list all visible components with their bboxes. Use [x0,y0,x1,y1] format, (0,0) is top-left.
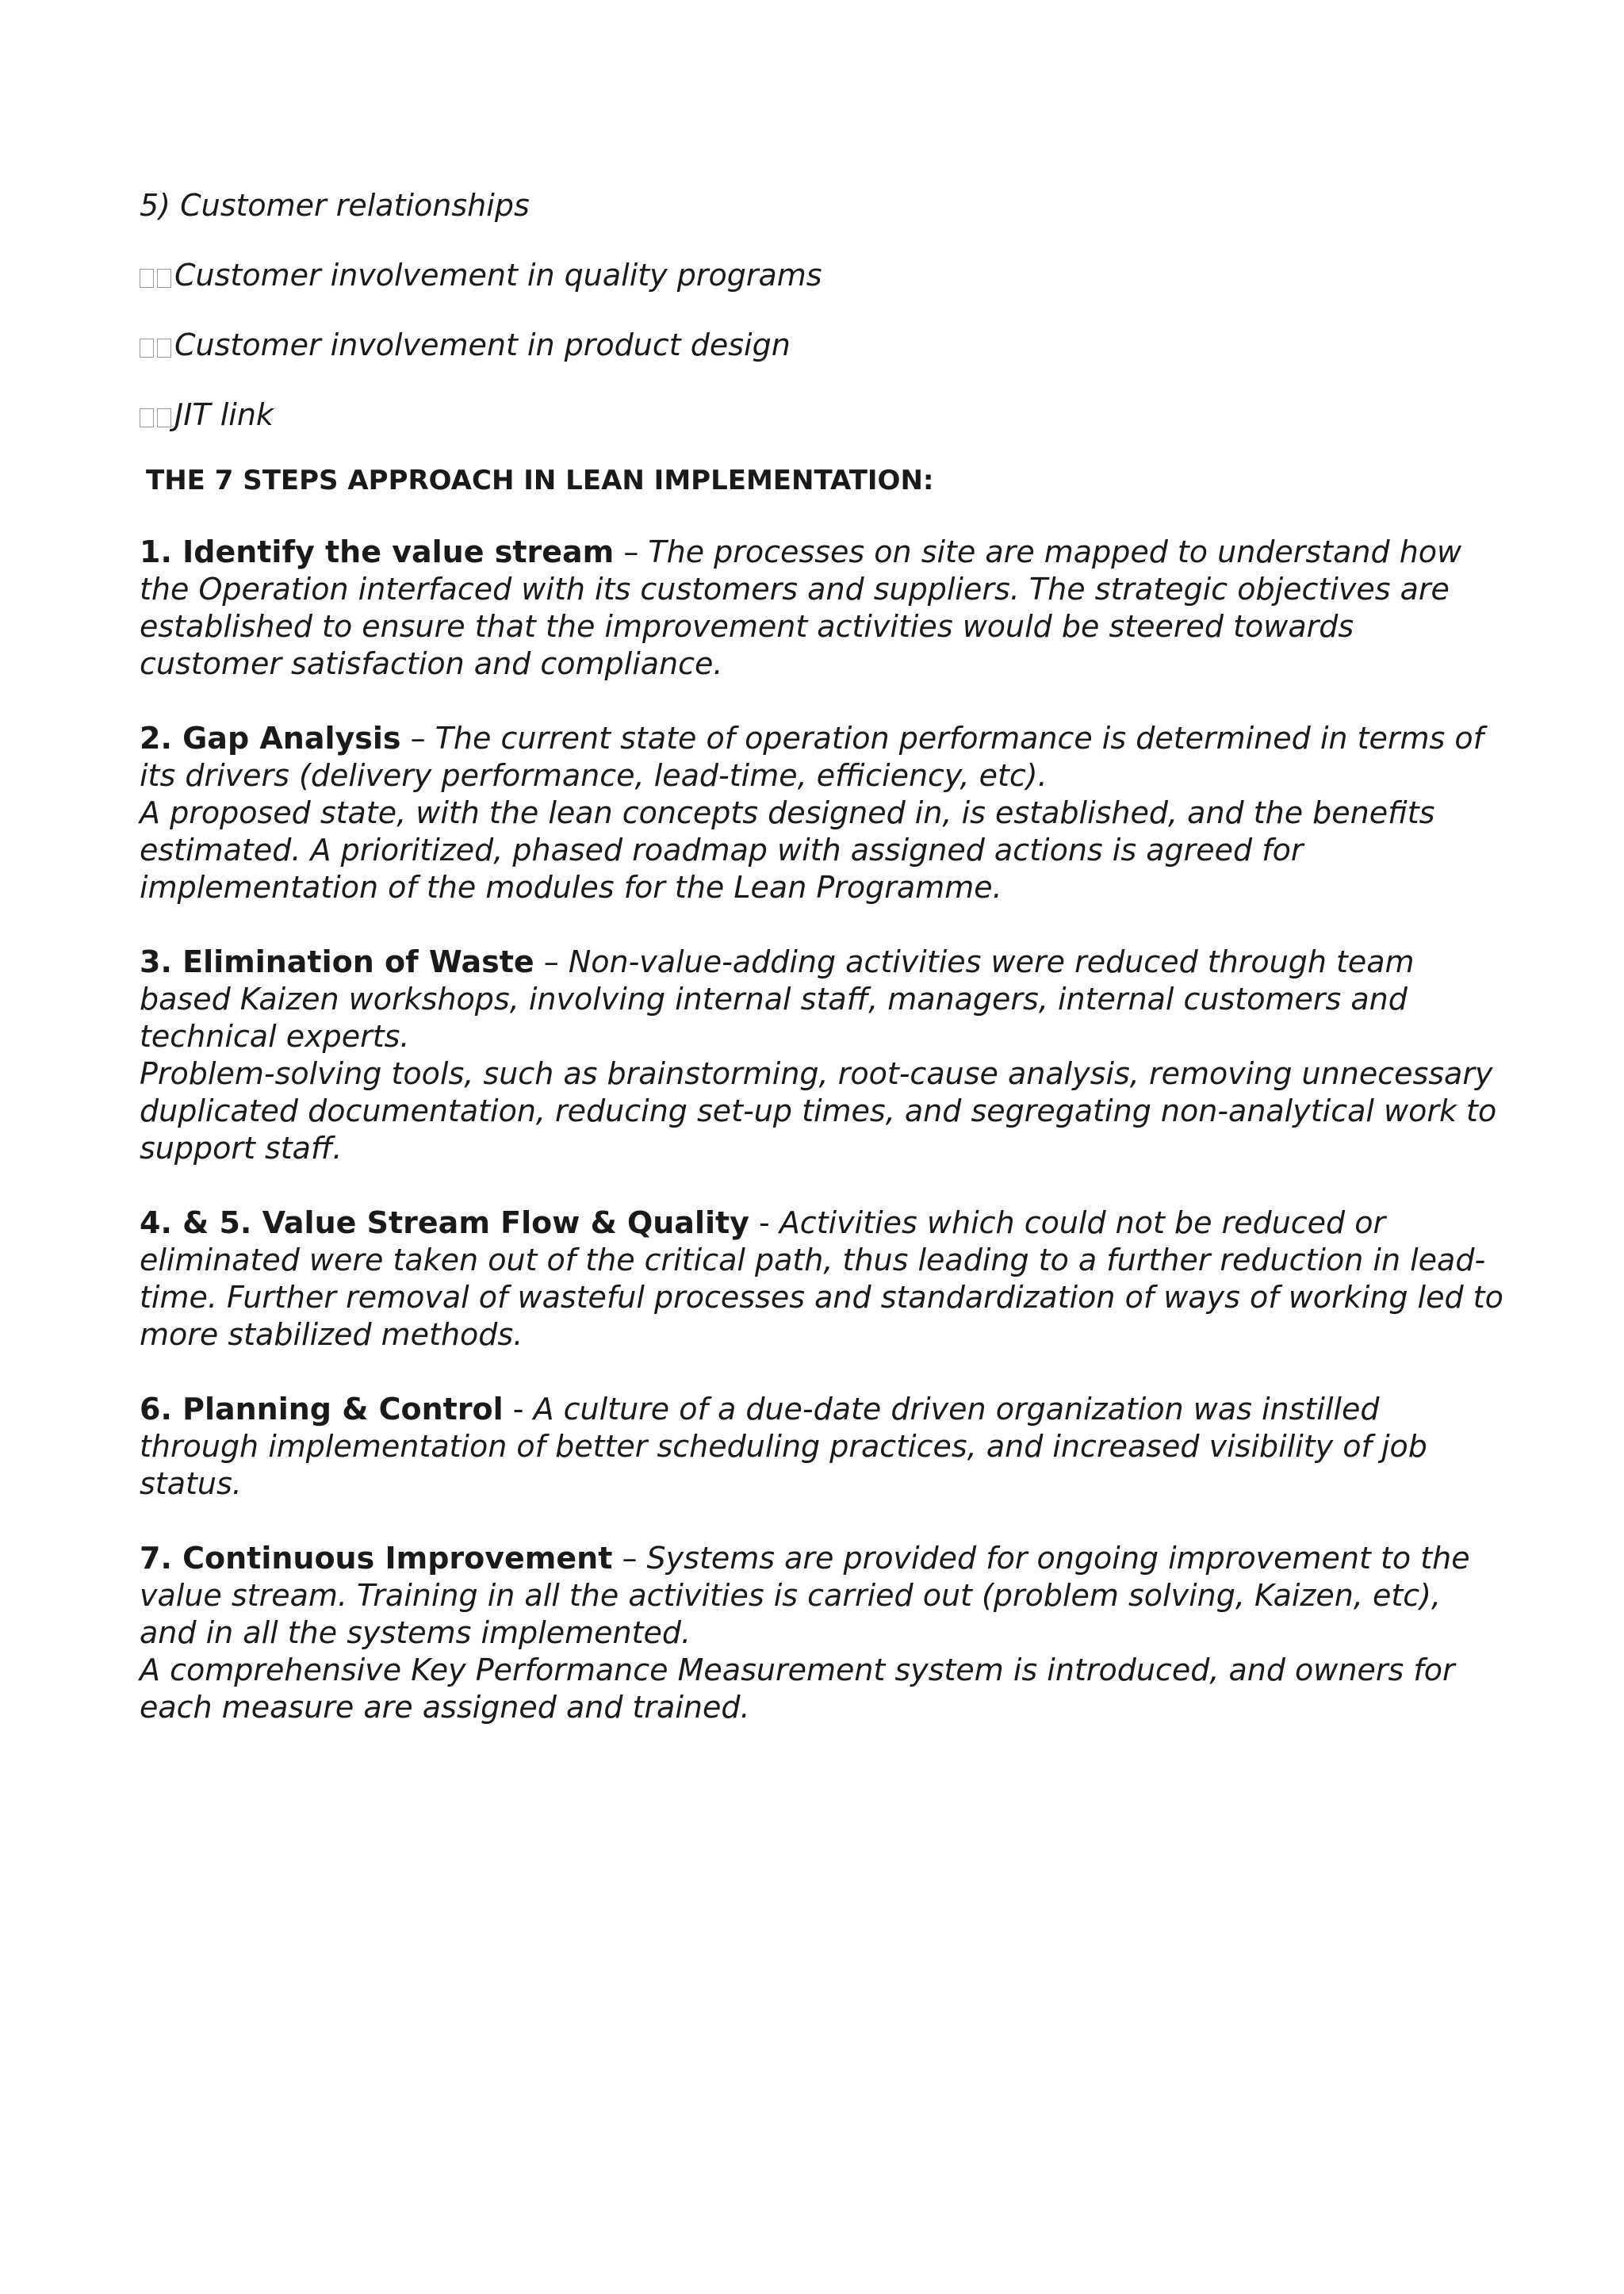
list-item [140,257,1503,293]
step-continuation: A comprehensive Key Performance Measurement system is introduced, and owners for each measure are assigned and trained. [140,1653,1455,1725]
step-paragraph [140,1204,1503,1354]
step-body: A culture of a due-date driven organization was instilled through implementation of better scheduling practices, and increased visibility of job status. [140,1392,1427,1501]
step-body: Systems are provided for ongoing improvement to the value stream. Training in all the activities is carried out (problem solving, Kaizen, etc), and in all the systems implemented. [140,1541,1470,1650]
document-page [140,184,1503,1726]
step-continuation: Problem-solving tools, such as brainstorming, root-cause analysis, removing unnecessary duplicated documentation, reducing set-up times, and segregating non-analytical work to support staff. [140,1056,1497,1166]
step-separator: – [612,1541,647,1576]
list-item [140,396,1503,433]
step-title: 6. Planning & Control [140,1392,504,1427]
missing-glyph-icon [140,269,154,288]
step-body: The current state of operation performance is determined in terms of its drivers (delivery performance, lead-time, efficiency, etc). [140,721,1484,793]
list-title: 5) Customer relationships [140,188,530,223]
step-title: 7. Continuous Improvement [140,1541,613,1576]
step-separator: - [749,1205,779,1240]
step-paragraph [140,1540,1503,1726]
section-heading: THE 7 STEPS APPROACH IN LEAN IMPLEMENTATION: [146,465,934,496]
step-title: 2. Gap Analysis [140,721,401,756]
missing-glyph-icon [157,269,171,288]
step-body: Activities which could not be reduced or eliminated were taken out of the critical path, thus leading to a further reduction in lead-time. Further removal of wasteful processes and standardization of ways of working led to more stabilized methods. [140,1205,1503,1352]
step-separator: – [614,534,649,569]
step-paragraph [140,720,1503,906]
list-item [140,327,1503,363]
step-separator: - [503,1392,534,1427]
missing-glyph-icon [157,339,171,358]
step-title: 4. & 5. Value Stream Flow & Quality [140,1205,749,1240]
step-body: Non-value-adding activities were reduced through team based Kaizen workshops, involving internal staff, managers, internal customers and technical experts. [140,944,1415,1054]
list-item-text: JIT link [174,397,274,432]
step-continuation: A proposed state, with the lean concepts designed in, is established, and the benefits estimated. A prioritized, phased roadmap with assigned actions is agreed for implementation of the modules for the Lean Programme. [140,795,1435,905]
missing-glyph-icon [157,408,171,427]
missing-glyph-icon [140,339,154,358]
missing-glyph-icon [140,408,154,427]
step-body: The processes on site are mapped to understand how the Operation interfaced with its customers and suppliers. The strategic objectives are established to ensure that the improvement activities would be steered towards customer satisfaction and compliance. [140,534,1462,681]
step-separator: – [400,721,435,756]
list-item-text: Customer involvement in quality programs [174,258,822,293]
step-separator: – [534,944,569,979]
step-paragraph [140,534,1503,683]
step-title: 1. Identify the value stream [140,534,615,569]
step-paragraph [140,944,1503,1167]
list-item-text: Customer involvement in product design [174,327,791,362]
step-title: 3. Elimination of Waste [140,944,534,979]
step-paragraph [140,1391,1503,1503]
